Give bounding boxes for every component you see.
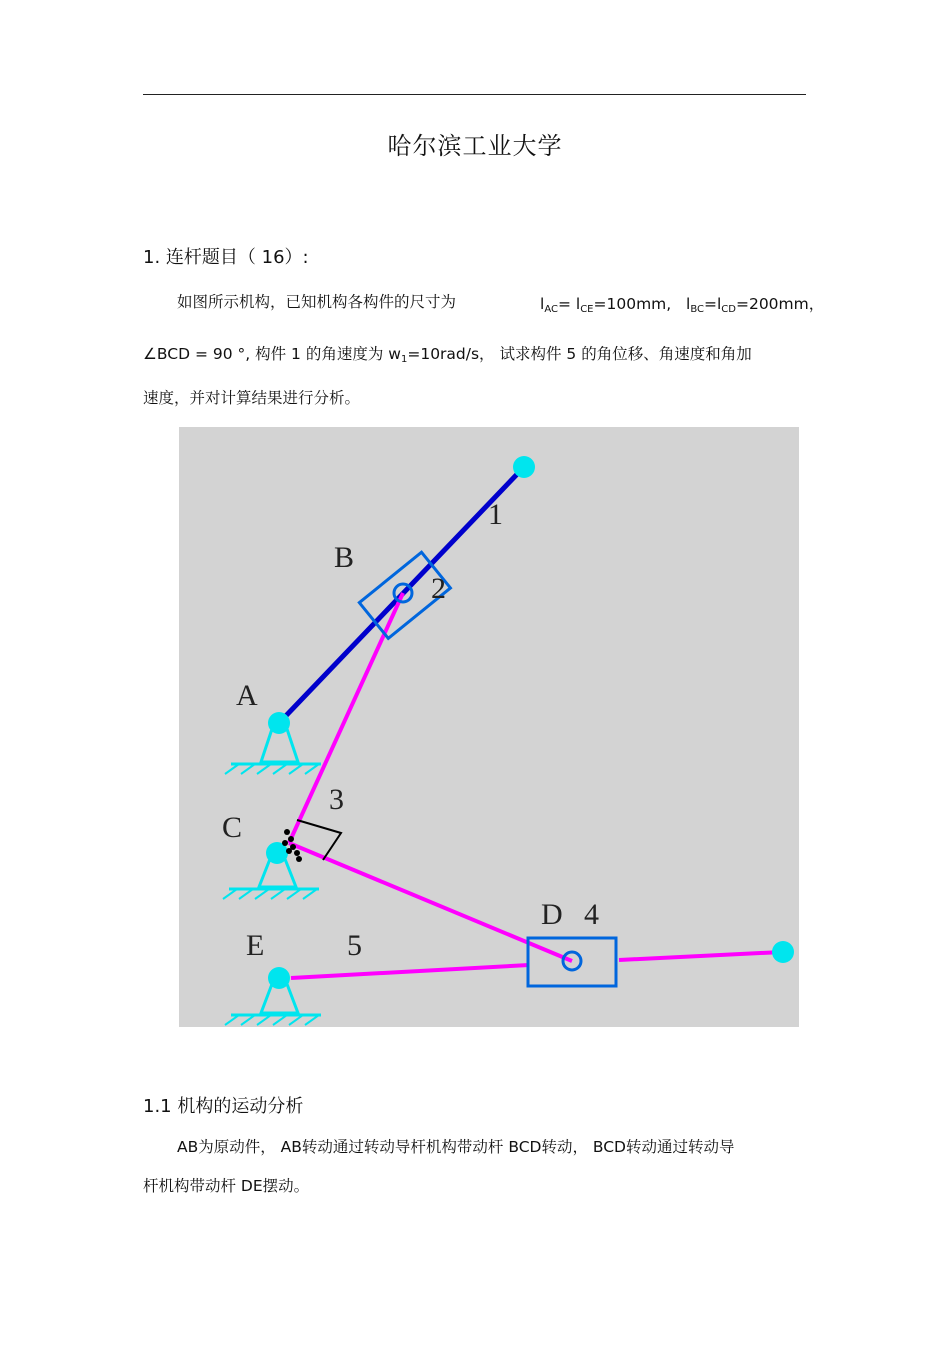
link-1-end-joint xyxy=(513,456,535,478)
label-b: B xyxy=(334,541,355,574)
link-5 xyxy=(291,965,529,978)
link-5-extension xyxy=(619,952,782,960)
problem-line-1 xyxy=(177,291,456,313)
label-1: 1 xyxy=(488,498,503,531)
analysis-line-2: 杆机构带动杆 DE摆动。 xyxy=(143,1177,310,1195)
label-4: 4 xyxy=(584,898,599,931)
subsection-heading: 1.1 机构的运动分析 xyxy=(143,1096,304,1117)
mechanism-figure xyxy=(179,427,799,1027)
angle-text: ∠BCD = 90 °, xyxy=(143,345,251,363)
problem-line-2: ∠BCD = 90 °, 构件 1 的角速度为 $w_1=10rad/s$， 试求构件 5 的角位移、角速度和角加 xyxy=(143,345,752,365)
label-d: D xyxy=(541,898,563,931)
slider-block-d xyxy=(528,938,616,986)
label-2: 2 xyxy=(431,572,446,605)
section-heading: 1. 连杆题目（ 16）: xyxy=(143,247,309,268)
label-a: A xyxy=(236,679,258,712)
page-title: 哈尔滨工业大学 xyxy=(387,132,563,160)
label-3: 3 xyxy=(329,783,344,816)
link-5-end-joint xyxy=(772,941,794,963)
link-3-lower xyxy=(289,843,572,961)
problem-line-3: 速度，并对计算结果进行分析。 xyxy=(143,389,361,407)
mechanism-diagram xyxy=(179,427,799,1027)
omega-text: $w_1=10rad/s$， xyxy=(388,345,495,365)
header-rule xyxy=(143,94,806,95)
label-5: 5 xyxy=(347,929,362,962)
link-3-upper xyxy=(289,593,403,843)
ground-support-a xyxy=(225,712,321,774)
problem-intro: 如图所示机构，已知机构各构件的尺寸为 xyxy=(177,293,457,311)
analysis-line-1: AB为原动件， AB转动通过转动导杆机构带动杆 BCD转动， BCD转动通过转动导 xyxy=(177,1138,735,1156)
label-e: E xyxy=(246,929,265,962)
label-c: C xyxy=(222,811,243,844)
dimension-params: $l_{AC}= l_{CE}=100mm$, $l_{BC}=l_{CD}=200mm$， xyxy=(540,295,825,315)
